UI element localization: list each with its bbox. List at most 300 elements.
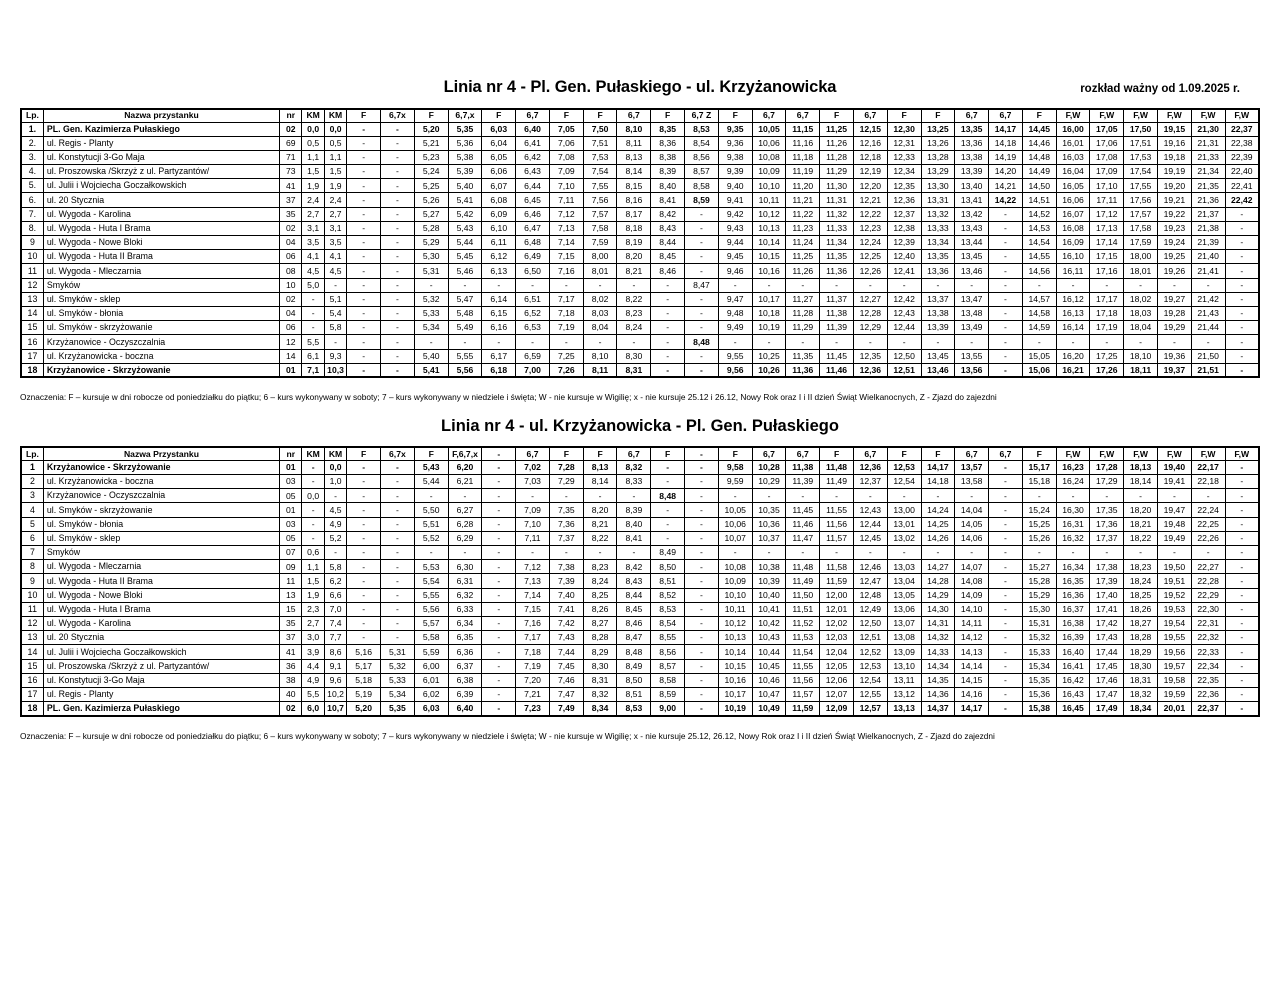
- row-index: 18: [21, 702, 43, 716]
- departure-time: 6,09: [482, 207, 516, 221]
- departure-time: 8,01: [583, 264, 617, 278]
- departure-time: 5,46: [448, 264, 482, 278]
- departure-time: -: [989, 207, 1023, 221]
- departure-time: 5,59: [414, 645, 448, 659]
- departure-time: 8,21: [583, 517, 617, 531]
- stop-name: Krzyżanowice - Skrzyżowanie: [43, 363, 279, 377]
- departure-time: -: [381, 122, 415, 136]
- departure-time: -: [989, 292, 1023, 306]
- departure-time: 6,18: [482, 363, 516, 377]
- row-index: 17: [21, 687, 43, 701]
- departure-time: -: [448, 335, 482, 349]
- departure-time: 6,45: [516, 193, 550, 207]
- departure-time: -: [921, 546, 955, 560]
- departure-time: 11,35: [786, 349, 820, 363]
- departure-time: 12,25: [853, 250, 887, 264]
- stop-name: ul. Smyków - sklep: [43, 531, 279, 545]
- departure-time: 17,58: [1124, 221, 1158, 235]
- departure-time: 7,42: [549, 616, 583, 630]
- departure-time: -: [989, 250, 1023, 264]
- departure-time: 22,25: [1191, 517, 1225, 531]
- stop-name: ul. Julii i Wojciecha Goczałkowskich: [43, 645, 279, 659]
- departure-time: 10,40: [752, 588, 786, 602]
- departure-time: 22,32: [1191, 631, 1225, 645]
- departure-time: 12,50: [887, 349, 921, 363]
- departure-time: -: [347, 475, 381, 489]
- departure-time: 15,28: [1022, 574, 1056, 588]
- stop-name: PL. Gen. Kazimierza Pułaskiego: [43, 122, 279, 136]
- column-header-departure: F,W: [1090, 109, 1124, 122]
- departure-time: 17,37: [1090, 531, 1124, 545]
- departure-time: 6,40: [516, 122, 550, 136]
- distance-km-1: -: [302, 460, 324, 474]
- departure-time: 8,31: [617, 363, 651, 377]
- departure-time: -: [685, 321, 719, 335]
- departure-time: 10,44: [752, 645, 786, 659]
- distance-km-2: 3,5: [324, 236, 346, 250]
- distance-km-1: 3,9: [302, 645, 324, 659]
- row-index: 14: [21, 645, 43, 659]
- departure-time: 7,20: [516, 673, 550, 687]
- departure-time: 11,57: [786, 687, 820, 701]
- departure-time: 16,03: [1056, 150, 1090, 164]
- departure-time: -: [381, 179, 415, 193]
- departure-time: 13,38: [955, 150, 989, 164]
- validity-note: rozkład ważny od 1.09.2025 r.: [1080, 83, 1240, 95]
- stop-name: ul. Wygoda - Huta I Brama: [43, 221, 279, 235]
- departure-time: -: [989, 702, 1023, 716]
- departure-time: 10,16: [752, 264, 786, 278]
- departure-time: 17,45: [1090, 659, 1124, 673]
- departure-time: 17,26: [1090, 363, 1124, 377]
- departure-time: 9,42: [718, 207, 752, 221]
- departure-time: 10,43: [752, 631, 786, 645]
- departure-time: -: [820, 335, 854, 349]
- departure-time: 16,32: [1056, 531, 1090, 545]
- departure-time: 10,09: [752, 165, 786, 179]
- departure-time: 6,53: [516, 321, 550, 335]
- departure-time: 10,17: [752, 292, 786, 306]
- departure-time: 21,50: [1191, 349, 1225, 363]
- departure-time: 13,30: [921, 179, 955, 193]
- departure-time: 7,00: [516, 363, 550, 377]
- departure-time: -: [685, 687, 719, 701]
- departure-time: 9,44: [718, 236, 752, 250]
- stop-number: 08: [280, 264, 302, 278]
- departure-time: 11,35: [820, 250, 854, 264]
- departure-time: 10,10: [752, 179, 786, 193]
- departure-time: 19,56: [1157, 645, 1191, 659]
- departure-time: -: [381, 588, 415, 602]
- departure-time: 19,58: [1157, 673, 1191, 687]
- departure-time: 7,17: [549, 292, 583, 306]
- departure-time: -: [989, 517, 1023, 531]
- stop-name: ul. Wygoda - Karolina: [43, 207, 279, 221]
- distance-km-2: 4,5: [324, 503, 346, 517]
- departure-time: -: [1124, 335, 1158, 349]
- distance-km-1: 2,3: [302, 602, 324, 616]
- table-row: [21, 321, 1259, 335]
- column-header: nr: [280, 109, 302, 122]
- distance-km-2: 5,8: [324, 321, 346, 335]
- departure-time: 17,54: [1124, 165, 1158, 179]
- departure-time: 11,56: [820, 517, 854, 531]
- departure-time: 7,09: [549, 165, 583, 179]
- departure-time: 8,32: [617, 460, 651, 474]
- departure-time: 14,27: [921, 560, 955, 574]
- departure-time: 7,40: [549, 588, 583, 602]
- distance-km-1: 7,1: [302, 363, 324, 377]
- departure-time: 7,10: [549, 179, 583, 193]
- stop-number: 10: [280, 278, 302, 292]
- departure-time: 7,15: [516, 602, 550, 616]
- departure-time: 19,16: [1157, 136, 1191, 150]
- departure-time: 5,39: [448, 165, 482, 179]
- departure-time: 19,20: [1157, 179, 1191, 193]
- distance-km-1: 0,6: [302, 546, 324, 560]
- column-header-departure: 6,7: [752, 109, 786, 122]
- distance-km-1: 0,0: [302, 122, 324, 136]
- stop-name: ul. 20 Stycznia: [43, 193, 279, 207]
- departure-time: -: [1225, 588, 1259, 602]
- timetable-inbound: [20, 446, 1260, 716]
- departure-time: 14,52: [1022, 207, 1056, 221]
- departure-time: 12,35: [887, 179, 921, 193]
- departure-time: -: [651, 475, 685, 489]
- departure-time: -: [347, 560, 381, 574]
- departure-time: -: [549, 335, 583, 349]
- stop-name: Krzyżanowice - Skrzyżowanie: [43, 460, 279, 474]
- departure-time: -: [482, 560, 516, 574]
- departure-time: 16,00: [1056, 122, 1090, 136]
- departure-time: 8,13: [583, 460, 617, 474]
- distance-km-1: 5,5: [302, 687, 324, 701]
- departure-time: 14,29: [921, 588, 955, 602]
- departure-time: -: [381, 546, 415, 560]
- departure-time: 12,24: [853, 236, 887, 250]
- departure-time: 16,06: [1056, 193, 1090, 207]
- departure-time: -: [989, 588, 1023, 602]
- distance-km-1: -: [302, 306, 324, 320]
- departure-time: -: [786, 489, 820, 503]
- departure-time: 5,54: [414, 574, 448, 588]
- departure-time: -: [414, 489, 448, 503]
- departure-time: -: [853, 546, 887, 560]
- departure-time: 17,51: [1124, 136, 1158, 150]
- departure-time: -: [549, 546, 583, 560]
- departure-time: 14,28: [921, 574, 955, 588]
- stop-name: ul. Smyków - skrzyżowanie: [43, 321, 279, 335]
- departure-time: 8,57: [651, 659, 685, 673]
- distance-km-2: 1,0: [324, 475, 346, 489]
- departure-time: 15,17: [1022, 460, 1056, 474]
- column-header-departure: F: [651, 109, 685, 122]
- departure-time: 17,16: [1090, 264, 1124, 278]
- stop-name: ul. Regis - Planty: [43, 687, 279, 701]
- distance-km-2: 4,1: [324, 250, 346, 264]
- departure-time: 12,48: [853, 588, 887, 602]
- departure-time: 8,14: [617, 165, 651, 179]
- departure-time: 10,13: [718, 631, 752, 645]
- departure-time: 7,13: [549, 221, 583, 235]
- departure-time: -: [381, 602, 415, 616]
- departure-time: 5,40: [414, 349, 448, 363]
- departure-time: 13,41: [955, 193, 989, 207]
- departure-time: 5,24: [414, 165, 448, 179]
- departure-time: -: [1225, 264, 1259, 278]
- column-header-departure: F: [414, 447, 448, 460]
- departure-time: 7,08: [549, 150, 583, 164]
- departure-time: 5,53: [414, 560, 448, 574]
- departure-time: 14,20: [989, 165, 1023, 179]
- departure-time: -: [685, 531, 719, 545]
- departure-time: 7,18: [549, 306, 583, 320]
- departure-time: -: [1157, 489, 1191, 503]
- departure-time: 12,03: [820, 631, 854, 645]
- departure-time: 13,37: [921, 292, 955, 306]
- departure-time: -: [482, 588, 516, 602]
- departure-time: 22,18: [1191, 475, 1225, 489]
- row-index: 2: [21, 475, 43, 489]
- table-row: [21, 574, 1259, 588]
- departure-time: 10,35: [752, 503, 786, 517]
- distance-km-2: 10,7: [324, 702, 346, 716]
- stop-number: 73: [280, 165, 302, 179]
- departure-time: -: [482, 517, 516, 531]
- departure-time: 17,50: [1124, 122, 1158, 136]
- departure-time: -: [1225, 645, 1259, 659]
- departure-time: -: [1225, 489, 1259, 503]
- departure-time: 8,48: [617, 645, 651, 659]
- distance-km-2: 9,1: [324, 659, 346, 673]
- table-row: [21, 673, 1259, 687]
- distance-km-2: 7,0: [324, 602, 346, 616]
- departure-time: 11,18: [786, 150, 820, 164]
- departure-time: 13,31: [921, 193, 955, 207]
- row-index: 13: [21, 631, 43, 645]
- distance-km-2: 0,0: [324, 122, 346, 136]
- departure-time: 7,55: [583, 179, 617, 193]
- departure-time: 7,39: [549, 574, 583, 588]
- departure-time: 11,25: [786, 250, 820, 264]
- departure-time: 13,29: [921, 165, 955, 179]
- departure-time: -: [1225, 349, 1259, 363]
- departure-time: 13,01: [887, 517, 921, 531]
- departure-time: 13,32: [921, 207, 955, 221]
- table-row: [21, 687, 1259, 701]
- table-row: [21, 264, 1259, 278]
- departure-time: 14,33: [921, 645, 955, 659]
- departure-time: -: [685, 292, 719, 306]
- departure-time: -: [617, 546, 651, 560]
- departure-time: 8,46: [617, 616, 651, 630]
- departure-time: 12,51: [887, 363, 921, 377]
- departure-time: -: [414, 278, 448, 292]
- departure-time: 6,01: [414, 673, 448, 687]
- stop-number: 02: [280, 122, 302, 136]
- departure-time: -: [1225, 475, 1259, 489]
- departure-time: 5,55: [414, 588, 448, 602]
- departure-time: 14,35: [921, 673, 955, 687]
- departure-time: 5,41: [414, 363, 448, 377]
- stop-number: 69: [280, 136, 302, 150]
- column-header-departure: -: [482, 447, 516, 460]
- stop-name: ul. Wygoda - Huta I Brama: [43, 602, 279, 616]
- stop-number: 15: [280, 602, 302, 616]
- departure-time: 14,15: [955, 673, 989, 687]
- departure-time: -: [381, 193, 415, 207]
- column-header-departure: 6,7: [955, 109, 989, 122]
- departure-time: 12,54: [887, 475, 921, 489]
- departure-time: 15,18: [1022, 475, 1056, 489]
- departure-time: 12,34: [887, 165, 921, 179]
- departure-time: 21,34: [1191, 165, 1225, 179]
- departure-time: -: [381, 278, 415, 292]
- departure-time: 11,21: [786, 193, 820, 207]
- departure-time: 14,45: [1022, 122, 1056, 136]
- column-header-departure: F,W: [1157, 109, 1191, 122]
- departure-time: 10,18: [752, 306, 786, 320]
- departure-time: 19,26: [1157, 264, 1191, 278]
- departure-time: 13,45: [955, 250, 989, 264]
- departure-time: -: [685, 659, 719, 673]
- distance-km-2: 4,5: [324, 264, 346, 278]
- departure-time: 8,51: [651, 574, 685, 588]
- table-row: [21, 503, 1259, 517]
- departure-time: 6,02: [414, 687, 448, 701]
- departure-time: 10,38: [752, 560, 786, 574]
- departure-time: 16,35: [1056, 574, 1090, 588]
- departure-time: 16,11: [1056, 264, 1090, 278]
- departure-time: -: [1090, 278, 1124, 292]
- departure-time: -: [752, 278, 786, 292]
- row-index: 1.: [21, 122, 43, 136]
- departure-time: 5,28: [414, 221, 448, 235]
- departure-time: -: [955, 489, 989, 503]
- departure-time: 13,33: [921, 221, 955, 235]
- departure-time: 5,34: [381, 687, 415, 701]
- stop-number: 03: [280, 517, 302, 531]
- departure-time: -: [381, 631, 415, 645]
- departure-time: 16,01: [1056, 136, 1090, 150]
- departure-time: 18,21: [1124, 517, 1158, 531]
- stop-number: 05: [280, 489, 302, 503]
- departure-time: 21,38: [1191, 221, 1225, 235]
- departure-time: 8,03: [583, 306, 617, 320]
- departure-time: 20,01: [1157, 702, 1191, 716]
- departure-time: 12,30: [887, 122, 921, 136]
- departure-time: -: [381, 321, 415, 335]
- departure-time: -: [482, 503, 516, 517]
- departure-time: 13,10: [887, 659, 921, 673]
- departure-time: 7,44: [549, 645, 583, 659]
- departure-time: -: [549, 489, 583, 503]
- departure-time: 6,31: [448, 574, 482, 588]
- departure-time: 13,36: [921, 264, 955, 278]
- row-index: 18: [21, 363, 43, 377]
- row-index: 15: [21, 321, 43, 335]
- departure-time: 15,26: [1022, 531, 1056, 545]
- departure-time: 10,28: [752, 460, 786, 474]
- distance-km-1: 6,0: [302, 702, 324, 716]
- departure-time: 19,37: [1157, 363, 1191, 377]
- departure-time: -: [482, 687, 516, 701]
- departure-time: -: [482, 475, 516, 489]
- departure-time: 8,54: [651, 616, 685, 630]
- departure-time: -: [381, 335, 415, 349]
- stop-name: ul. Wygoda - Mleczarnia: [43, 560, 279, 574]
- row-index: 16: [21, 673, 43, 687]
- departure-time: 7,47: [549, 687, 583, 701]
- departure-time: 13,34: [921, 236, 955, 250]
- stop-number: 13: [280, 588, 302, 602]
- stop-name: ul. Smyków - skrzyżowanie: [43, 503, 279, 517]
- departure-time: 7,02: [516, 460, 550, 474]
- departure-time: 5,21: [414, 136, 448, 150]
- departure-time: 8,32: [583, 687, 617, 701]
- departure-time: 6,03: [482, 122, 516, 136]
- departure-time: 11,28: [786, 306, 820, 320]
- departure-time: -: [651, 321, 685, 335]
- departure-time: 8,11: [617, 136, 651, 150]
- departure-time: 6,16: [482, 321, 516, 335]
- departure-time: 5,27: [414, 207, 448, 221]
- departure-time: 6,07: [482, 179, 516, 193]
- column-header-departure: F: [921, 109, 955, 122]
- departure-time: 8,50: [617, 673, 651, 687]
- departure-time: 8,56: [651, 645, 685, 659]
- departure-time: 7,54: [583, 165, 617, 179]
- departure-time: -: [1225, 278, 1259, 292]
- row-index: 5: [21, 517, 43, 531]
- departure-time: 15,27: [1022, 560, 1056, 574]
- departure-time: 21,35: [1191, 179, 1225, 193]
- departure-time: 19,15: [1157, 122, 1191, 136]
- departure-time: 18,13: [1124, 460, 1158, 474]
- departure-time: 17,19: [1090, 321, 1124, 335]
- departure-time: 6,51: [516, 292, 550, 306]
- departure-time: 5,23: [414, 150, 448, 164]
- departure-time: 14,54: [1022, 236, 1056, 250]
- departure-time: 16,21: [1056, 363, 1090, 377]
- departure-time: -: [1157, 335, 1191, 349]
- departure-time: 12,02: [820, 616, 854, 630]
- departure-time: 16,13: [1056, 306, 1090, 320]
- departure-time: 7,56: [583, 193, 617, 207]
- departure-time: -: [685, 673, 719, 687]
- departure-time: -: [617, 335, 651, 349]
- departure-time: 16,41: [1056, 659, 1090, 673]
- departure-time: 19,41: [1157, 475, 1191, 489]
- departure-time: 5,43: [414, 460, 448, 474]
- departure-time: 11,24: [786, 236, 820, 250]
- distance-km-2: 4,9: [324, 517, 346, 531]
- departure-time: -: [482, 531, 516, 545]
- departure-time: 15,34: [1022, 659, 1056, 673]
- table-row: [21, 616, 1259, 630]
- departure-time: -: [685, 236, 719, 250]
- table-header-outbound: [21, 109, 1259, 122]
- departure-time: 6,29: [448, 531, 482, 545]
- departure-time: 12,04: [820, 645, 854, 659]
- departure-time: 9,00: [651, 702, 685, 716]
- distance-km-1: 6,1: [302, 349, 324, 363]
- column-header-departure: 6,7: [617, 447, 651, 460]
- departure-time: 19,51: [1157, 574, 1191, 588]
- departure-time: 8,44: [617, 588, 651, 602]
- departure-time: -: [820, 278, 854, 292]
- departure-time: 11,39: [820, 321, 854, 335]
